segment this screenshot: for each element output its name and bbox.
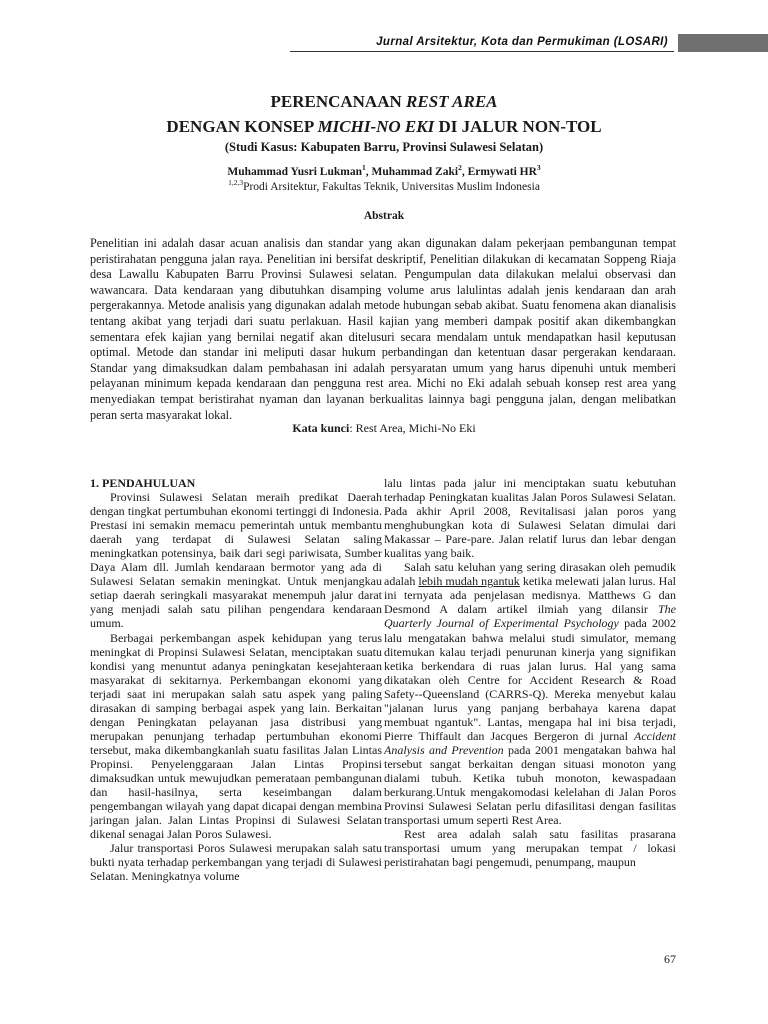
affiliation-superscript: 1,2,3 (228, 178, 244, 188)
paper-title-line-2 (0, 117, 768, 137)
underlined-text: lebih mudah ngantuk (418, 574, 520, 589)
header-rule (290, 51, 674, 52)
journal-header (0, 34, 768, 54)
paragraph: Berbagai perkembangan aspek kehidupan yang terus meningkat di Propinsi Sulawesi Selatan, menciptakan suatu kondisi yang menuntut adanya peningkatan kesejahteraan masyarakat di sekitarnya. Perkembangan ekonomi yang terjadi saat ini merupakan salah satu aspek yang paling dirasakan di samping berbagai aspek yang lain. Berkaitan dengan Peningkatan pelayanan jasa distribusi yang merupakan penunjang terhadap pertumbuhan ekonomi tersebut, maka dikembangkanlah suatu fasilitas Jalan Lintas Propinsi. Penyelenggaraan Jalan Lintas Propinsi dimaksudkan untuk mewujudkan pemerataan pembangunan dan hasil-hasilnya, serta keseimbangan dalam pengembangan wilayah yang dapat dicapai dengan membina jaringan jalan. Jalan Lintas Propinsi di Sulawesi Selatan dikenal senagai Jalan Poros Sulawesi. (90, 630, 382, 842)
section-heading: 1. PENDAHULUAN (90, 476, 196, 490)
author-superscript: 3 (536, 163, 541, 173)
right-column (384, 476, 676, 869)
paper-subtitle: (Studi Kasus: Kabupaten Barru, Provinsi Sulawesi Selatan) (224, 140, 544, 154)
abstract-text: Penelitian ini adalah dasar acuan analisis dan standar yang akan digunakan dalam pekerjaan pembangunan tempat peristirahatan pengguna jalan raya. Penelitian ini bersifat deskriptif, Penelitian dilakukan di kecamatan Soppeng Riaja desa Lawallu Kabupaten Barru Provinsi Sulawesi selatan. Pengumpulan data dilakukan melalui observasi dan wawancara. Data kendaraan yang dibutuhkan disamping volume arus lalulintas adalah jenis kendaraan dan arah pergerakannya. Metode analisis yang digunakan adalah metode hubungan sebab akibat. Suatu fenomena akan dianalisis tentang akibat yang terjadi dari suatu perlakuan. Hasil kajian yang memberi dampak positif akan dikembangkan sementara efek kajian yang bernilai negatif akan ditelusuri secara mendalam untuk mendapatkan hasil keputusan optimal. Metode dan standar ini meliputi dasar hukum perbandingan dan ketentuan dasar pergerakan kendaraan. Standar yang dimaksudkan dalam pembahasan ini adalah persyaratan umum yang harus dipenuhi untuk memberi pelayanan minimum kepada kendaraan dan pengguna rest area. Michi no Eki adalah sebuah konsep rest area yang menyediakan tempat beristirahat nyaman dan layanan berkualitas lainnya bagi pengguna jalan, dengan melibatkan peran serta masyarakat lokal. (90, 236, 676, 422)
paragraph: lalu lintas pada jalur ini menciptakan suatu kebutuhan terhadap Peningkatan kualitas Jalan Poros Sulawesi Selatan. Pada akhir April 2008, Revitalisasi jalan poros yang menghubungkan kota di Sulawesi Selatan dimulai dari Makassar – Pare-pare. Jalan relatif lurus dan lebar dengan kualitas yang baik. (384, 476, 676, 561)
paragraph (384, 560, 676, 827)
paragraph-text: Salah satu keluhan yang sering dirasakan oleh pemudik adalah (384, 560, 676, 589)
title-italic-text: MICHI-NO EKI (317, 117, 435, 136)
paragraph: Provinsi Sulawesi Selatan meraih predikat Daerah dengan tingkat pertumbuhan ekonomi tertinggi di Indonesia. Prestasi ini semakin memacu pemerintah untuk membantu daerah yang terdapat di Sulawesi Selatan saling meningkatkan potensinya, baik dari segi pariwisata, Sumber Daya Alam dll. Jumlah kendaraan bermotor yang ada di Sulawesi Selatan semakin meningkat. Untuk menjangkau setiap daerah seringkali masyarakat menempuh jalur darat yang menjadi salah satu pilihan pengendara kendaraan umum. (90, 490, 382, 631)
title-text: DENGAN KONSEP (166, 117, 318, 136)
author-name: , Ermywati HR (461, 166, 537, 178)
paragraph: Rest area adalah salah satu fasilitas prasarana transportasi umum yang merupakan tempat / lokasi peristirahatan bagi pengemudi, penumpang, maupun (384, 827, 676, 870)
author-superscript: 2 (458, 163, 462, 173)
page-number: 67 (664, 952, 676, 966)
left-column (90, 476, 382, 883)
title-text: PERENCANAAN (270, 92, 407, 111)
keywords (0, 421, 768, 436)
affiliation (0, 178, 768, 193)
journal-name: Jurnal Arsitektur, Kota dan Permukiman (LOSARI) (376, 36, 668, 48)
author-list (0, 163, 768, 178)
affiliation-text: Prodi Arsitektur, Fakultas Teknik, Universitas Muslim Indonesia (243, 181, 540, 193)
author-name: Muhammad Yusri Lukman (227, 166, 362, 178)
paragraph-text: pada 2001 mengatakan bahwa hal tersebut sangat berkaitan dengan situasi monoton yang dialami tubuh. Ketika tubuh monoton, kewaspadaan berkurang.Untuk mengakomodasi kelelahan di Jalan Poros Provinsi Sulawesi Selatan perlu difasilitasi dengan fasilitas transportasi umum seperti Rest Area. (384, 742, 676, 828)
abstract-heading: Abstrak (363, 210, 405, 222)
title-italic-text: REST AREA (406, 92, 498, 111)
paragraph: Jalur transportasi Poros Sulawesi merupakan salah satu bukti nyata terhadap perkembangan yang terjadi di Sulawesi Selatan. Meningkatnya volume (90, 841, 382, 884)
title-text: DI JALUR NON-TOL (434, 117, 602, 136)
paragraph-text: ketika melewati jalan lurus. Hal ini ternyata ada penjelasan medisnya. Matthews G dan Desmond A dalam artikel ilmiah yang dilansir (384, 574, 676, 617)
header-accent-block (678, 34, 768, 52)
author-superscript: 1 (361, 163, 366, 173)
paragraph-text: pada 2002 lalu mengatakan bahwa melalui studi simulator, memang ditemukan kalau terjadi penurunan kinerja yang signifikan ketika berkendara di ruas jalan lurus. Hal yang sama dikatakan oleh Centre for Accident Research & Road Safety--Queensland (CARRS-Q). Mereka menyebut kalau "jalanan lurus yang panjang berbahaya karena dapat membuat ngantuk". Lantas, mengapa hal ini bisa terjadi, Pierre Thiffault dan Jacques Bergeron di jurnal (384, 616, 677, 743)
author-name: , Muhammad Zaki (365, 166, 459, 178)
keywords-text: : Rest Area, Michi-No Eki (349, 421, 476, 435)
paper-title-line-1 (0, 92, 768, 112)
keywords-label: Kata kunci (292, 421, 350, 435)
journal-citation: The Quarterly Journal of Experimental Psychology (384, 602, 676, 631)
journal-citation: Accident Analysis and Prevention (384, 728, 676, 757)
